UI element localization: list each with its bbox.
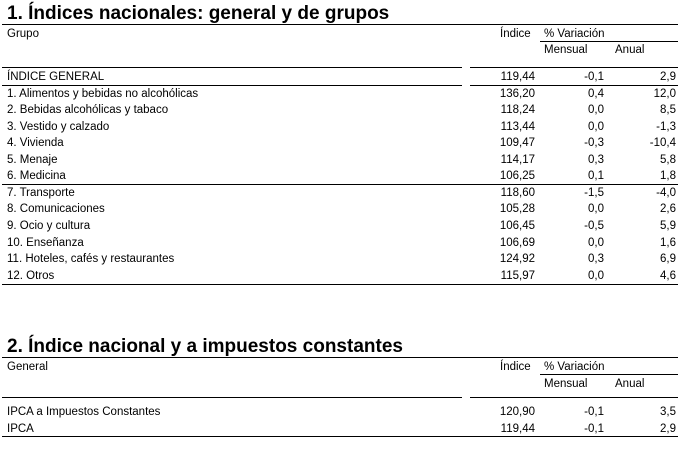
group-row-mensual: 0,0: [588, 269, 604, 282]
group-row-label: 10. Enseñanza: [7, 236, 84, 249]
group-row-indice: 106,25: [499, 170, 535, 183]
group-row-label: 12. Otros: [7, 269, 55, 282]
group-row-label: ÍNDICE GENERAL: [7, 71, 105, 83]
group-row-label: 3. Vestido y calzado: [7, 120, 110, 133]
ipca-row-label: IPCA: [7, 422, 34, 435]
section-2-top-rule: [2, 357, 678, 358]
group-divider-rule: [2, 184, 678, 185]
group-row-anual: -10,4: [649, 137, 676, 150]
group-row-indice: 136,20: [499, 87, 535, 100]
group-row-mensual: 0,3: [588, 253, 604, 266]
ipca-row-indice: 120,90: [499, 406, 535, 418]
group-row-mensual: -0,3: [584, 137, 604, 150]
group-row-label: 9. Ocio y cultura: [7, 219, 91, 232]
header-grupo: Grupo: [7, 28, 39, 40]
group-row-indice: 119,44: [500, 71, 535, 83]
ipca-row-anual: 2,9: [660, 422, 676, 435]
group-row-indice: 118,24: [500, 104, 535, 117]
ipca-row-anual: 3,5: [660, 406, 676, 418]
group-row-mensual: 0,0: [588, 236, 604, 249]
general-row-rule-values: [470, 85, 678, 86]
group-row-indice: 115,97: [500, 269, 535, 282]
group-row-mensual: 0,1: [588, 170, 604, 183]
group-row-mensual: -1,5: [584, 186, 604, 199]
general-row-rule-label: [2, 85, 462, 86]
group-row-mensual: 0,0: [588, 120, 604, 133]
group-row-anual: 5,9: [660, 219, 676, 232]
group-row-indice: 124,92: [499, 253, 535, 266]
header-general: General: [7, 361, 48, 373]
group-row-label: 6. Medicina: [7, 170, 66, 183]
group-row-indice: 105,28: [499, 203, 535, 216]
group-row-anual: 1,8: [660, 170, 676, 183]
group-row-indice: 109,47: [499, 137, 535, 150]
group-row-label: 2. Bebidas alcohólicas y tabaco: [7, 104, 169, 117]
group-row-indice: 114,17: [500, 153, 535, 166]
header-bottom-rule-label: [2, 67, 462, 68]
group-row-mensual: -0,1: [584, 71, 604, 83]
header-bottom-rule-values: [470, 67, 678, 68]
section-1-bottom-rule: [2, 284, 678, 285]
section-2-bottom-rule: [2, 436, 678, 437]
group-row-mensual: 0,4: [588, 87, 604, 100]
group-row-anual: -4,0: [656, 186, 676, 199]
section-1-title: 1. Índices nacionales: general y de grupos: [7, 3, 390, 24]
header-indice: Índice: [500, 28, 531, 40]
ipca-row-mensual: -0,1: [584, 422, 604, 435]
group-row-label: 5. Menaje: [7, 153, 58, 166]
group-row-mensual: 0,0: [588, 104, 604, 117]
header-variacion-rule: [540, 41, 678, 42]
group-row-anual: 4,6: [660, 269, 676, 282]
group-row-mensual: 0,3: [588, 153, 604, 166]
group-row-indice: 106,69: [499, 236, 535, 249]
section-2-title: 2. Índice nacional y a impuestos constantes: [7, 336, 403, 357]
ipca-row-mensual: -0,1: [584, 406, 604, 418]
group-row-mensual: 0,0: [588, 203, 604, 216]
header-mensual: Mensual: [544, 44, 588, 56]
group-row-label: 7. Transporte: [7, 186, 75, 199]
header-variacion-2: % Variación: [544, 361, 605, 373]
section-1-top-rule: [2, 24, 678, 25]
header-bottom-rule-label-2: [2, 397, 462, 398]
group-row-anual: 6,9: [660, 253, 676, 266]
group-row-indice: 118,60: [500, 186, 535, 199]
header-indice-2: Índice: [500, 361, 531, 373]
group-row-indice: 106,45: [499, 219, 535, 232]
group-row-mensual: -0,5: [584, 219, 604, 232]
group-row-label: 8. Comunicaciones: [7, 203, 105, 216]
group-row-anual: 12,0: [653, 87, 676, 100]
group-row-anual: 2,9: [660, 71, 676, 83]
header-anual: Anual: [615, 44, 645, 56]
group-row-anual: 2,6: [660, 203, 676, 216]
header-variacion-rule-2: [540, 374, 678, 375]
ipca-row-indice: 119,44: [500, 422, 535, 435]
group-row-anual: 8,5: [660, 104, 676, 117]
group-row-label: 11. Hoteles, cafés y restaurantes: [7, 253, 175, 266]
group-row-anual: 1,6: [660, 236, 676, 249]
group-row-indice: 113,44: [500, 120, 535, 133]
header-variacion: % Variación: [544, 28, 605, 40]
group-row-anual: -1,3: [656, 120, 676, 133]
header-mensual-2: Mensual: [544, 378, 588, 390]
group-row-label: 4. Vivienda: [7, 137, 64, 150]
header-anual-2: Anual: [615, 378, 645, 390]
group-row-anual: 5,8: [660, 153, 676, 166]
ipca-row-label: IPCA a Impuestos Constantes: [7, 406, 161, 418]
group-row-label: 1. Alimentos y bebidas no alcohólicas: [7, 87, 199, 100]
header-bottom-rule-values-2: [470, 397, 678, 398]
